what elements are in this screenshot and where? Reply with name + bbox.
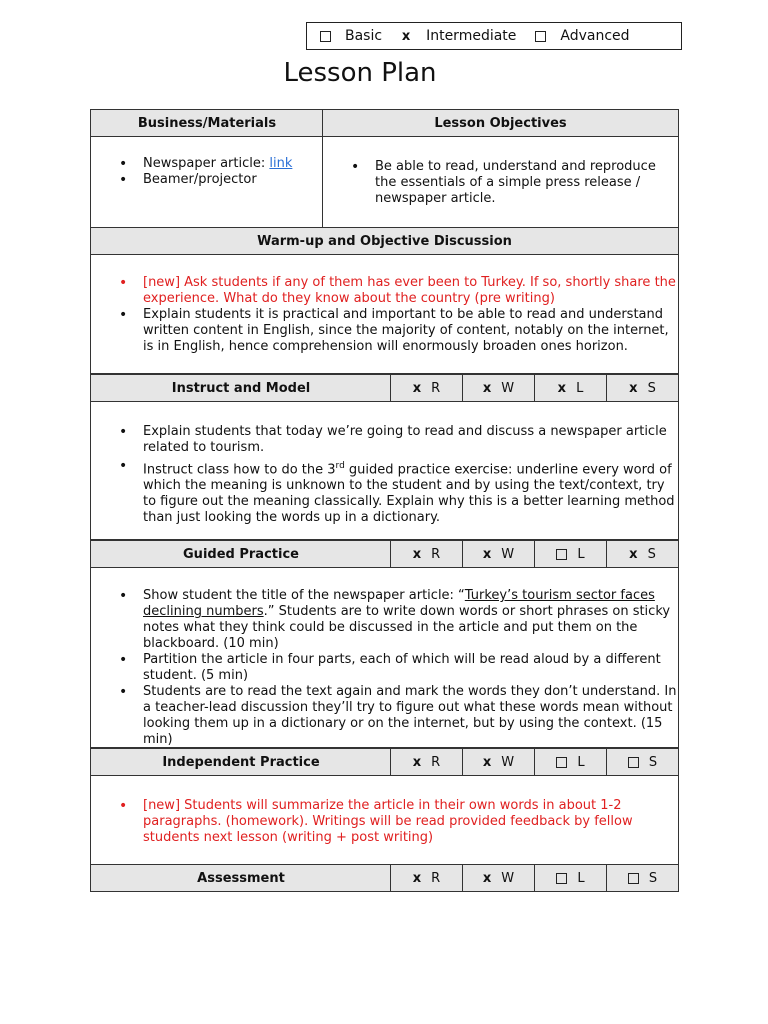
independent-title: Independent Practice — [162, 754, 320, 770]
level-label: Intermediate — [426, 28, 517, 44]
flag-label: W — [501, 380, 515, 396]
instruct-title: Instruct and Model — [171, 380, 311, 396]
warmup-title: Warm-up and Objective Discussion — [257, 233, 512, 249]
text: Show student the title of the newspaper article: “ — [143, 588, 465, 603]
materials-header: Business/Materials — [137, 115, 277, 131]
level-advanced[interactable] — [532, 28, 629, 44]
level-intermediate[interactable] — [398, 28, 516, 44]
flag-s: x S — [606, 541, 678, 567]
materials-cell — [91, 156, 323, 188]
level-basic[interactable] — [317, 28, 382, 44]
level-selector — [306, 22, 682, 50]
level-label: Basic — [345, 28, 383, 44]
warmup-header — [90, 227, 679, 255]
page-title: Lesson Plan — [283, 58, 437, 88]
flag-label: S — [648, 870, 658, 886]
flag-w: x W — [462, 375, 534, 401]
flag-label: R — [431, 870, 441, 886]
flag-l: x L — [534, 375, 606, 401]
list-item: • Explain students it is practical and important to be able to read and understand written content in English, since the majority of content, notably on the internet, is in English, hence comprehension will enormously broaden ones horizon. — [143, 307, 678, 355]
flag-r: x R — [390, 865, 462, 891]
flag-s — [606, 865, 678, 891]
flag-w: x W — [462, 541, 534, 567]
instruct-header — [90, 374, 679, 402]
flag-label: W — [501, 546, 515, 562]
materials-objectives-header — [90, 109, 679, 137]
flag-label: R — [431, 754, 441, 770]
checkbox-icon[interactable] — [317, 28, 333, 44]
materials-objectives-row — [90, 136, 679, 228]
guided-header — [90, 540, 679, 568]
flag-l — [534, 749, 606, 775]
flag-label: L — [577, 754, 585, 770]
flag-r: x R — [390, 541, 462, 567]
flag-l — [534, 865, 606, 891]
flag-label: L — [577, 546, 585, 562]
warmup-content — [90, 254, 679, 374]
list-item: • Beamer/projector — [143, 172, 323, 188]
flag-label: S — [647, 380, 656, 396]
checked-x-icon[interactable]: x — [401, 28, 411, 44]
list-item: • [new] Students will summarize the article in their own words in about 1-2 paragraphs. (homework). Writings will be read provided feedback by fellow students next lesson (writing + post writing) — [143, 798, 678, 846]
list-item: • [new] Ask students if any of them has ever been to Turkey. If so, shortly share the experience. What do they know about the country (pre writing) — [143, 275, 678, 307]
flag-s: x S — [606, 375, 678, 401]
list-item: • Students are to read the text again and mark the words they don’t understand. In a teacher-lead discussion they’ll try to figure out what these words mean without looking them up in a dictionary or on the internet, but by using the context. (15 min) — [143, 684, 678, 748]
checkbox-icon[interactable] — [532, 28, 548, 44]
flag-label: W — [501, 870, 515, 886]
flag-label: L — [576, 380, 584, 396]
flag-label: W — [501, 754, 515, 770]
flag-label: L — [577, 870, 585, 886]
instruct-content — [90, 401, 679, 540]
article-title: Turkey’s tourism sector faces declining numbers — [143, 588, 655, 619]
material-text: Newspaper article: — [143, 156, 270, 171]
article-link[interactable]: link — [269, 156, 293, 171]
guided-title: Guided Practice — [183, 546, 299, 562]
text: .” Students are to write down words or short phrases on sticky notes what they think could be discussed in the article and put them on the blackboard. (10 min) — [143, 604, 671, 651]
list-item: • Partition the article in four parts, each of which will be read aloud by a different student. (5 min) — [143, 652, 678, 684]
guided-content — [90, 567, 679, 748]
flag-label: R — [431, 380, 441, 396]
list-item: • Be able to read, understand and reproduce the essentials of a simple press release / newspaper article. — [375, 159, 678, 207]
assessment-header — [90, 864, 679, 892]
objectives-header: Lesson Objectives — [322, 110, 678, 136]
flag-r: x R — [390, 749, 462, 775]
flag-w: x W — [462, 749, 534, 775]
flag-s — [606, 749, 678, 775]
flag-label: S — [648, 754, 658, 770]
list-item — [143, 156, 323, 172]
objectives-cell — [322, 137, 678, 227]
assessment-title: Assessment — [197, 870, 285, 886]
flag-label: S — [647, 546, 656, 562]
list-item — [143, 588, 678, 652]
independent-content — [90, 775, 679, 865]
flag-label: R — [431, 546, 441, 562]
list-item: • Instruct class how to do the 3rd guided practice exercise: underline every word of which the meaning is unknown to the student and by using the text/context, try to figure out the meaning classically. Explain why this is a better learning method than just looking the words up in a dictionary. — [143, 458, 678, 526]
list-item: • Explain students that today we’re going to read and discuss a newspaper article related to tourism. — [143, 424, 678, 456]
flag-w: x W — [462, 865, 534, 891]
flag-r: x R — [390, 375, 462, 401]
independent-header — [90, 748, 679, 776]
flag-l — [534, 541, 606, 567]
level-label: Advanced — [560, 28, 630, 44]
